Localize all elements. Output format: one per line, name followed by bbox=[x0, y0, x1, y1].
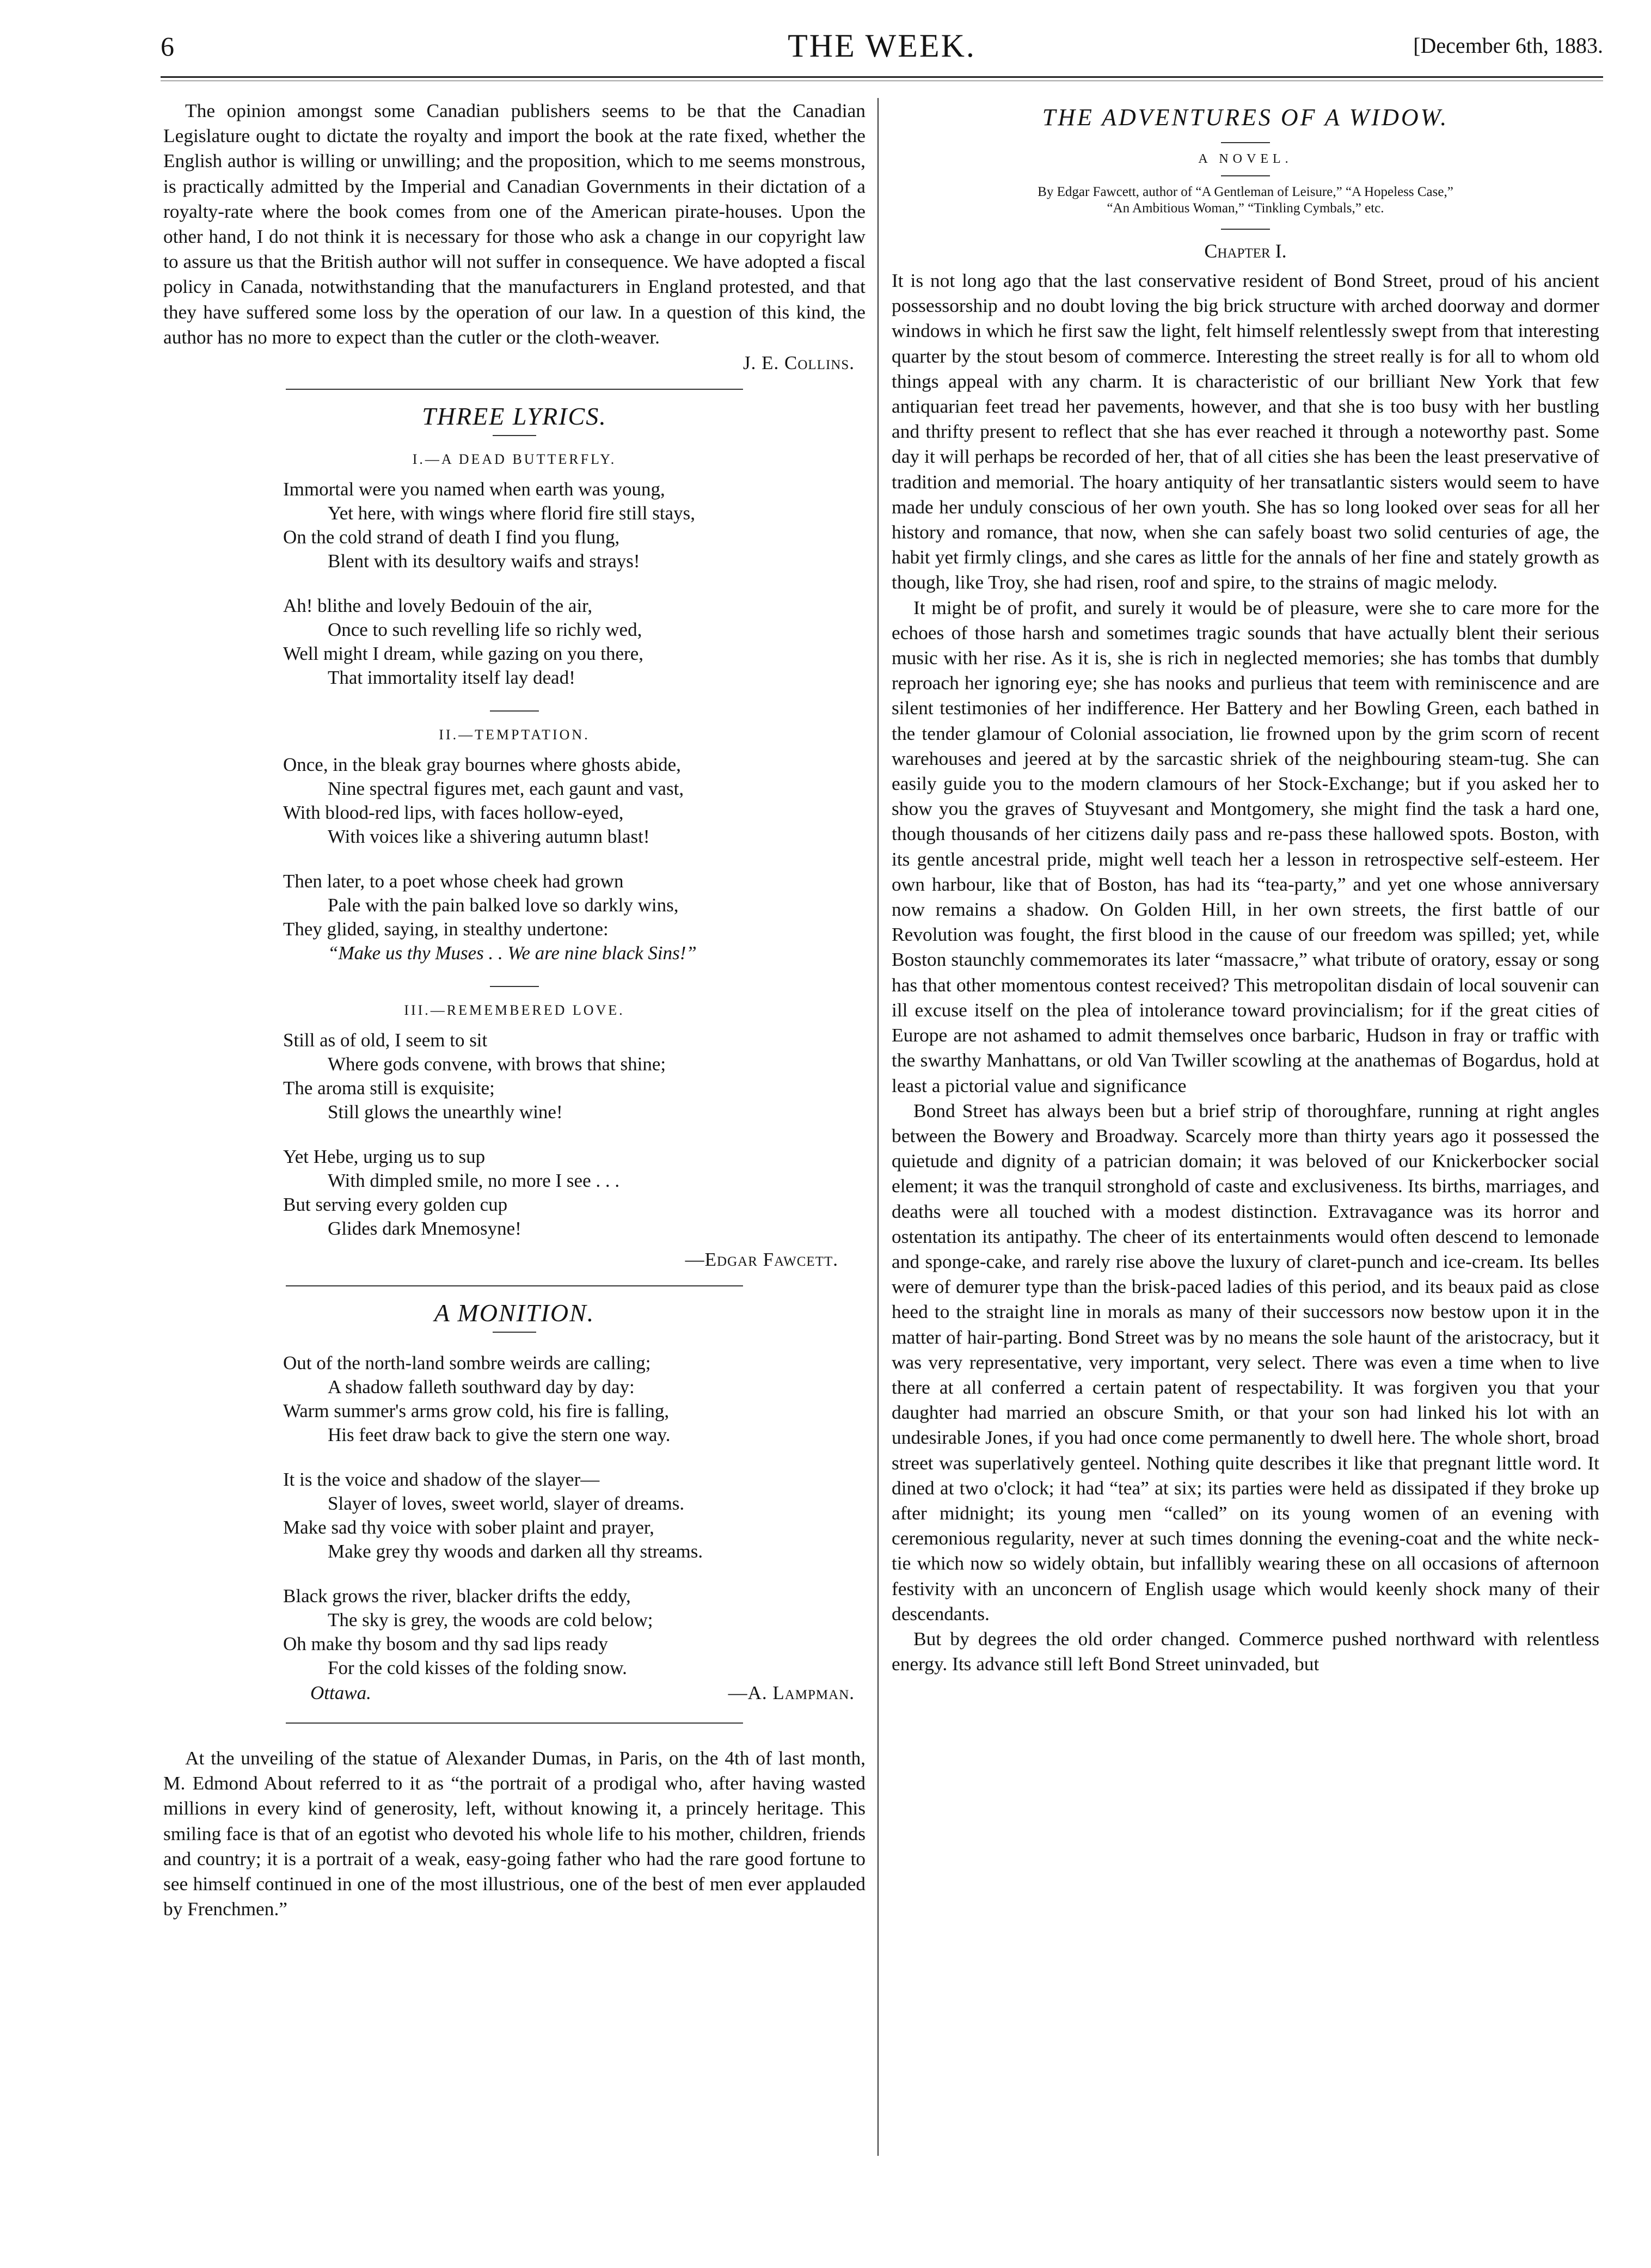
verse-line: Immortal were you named when earth was young, bbox=[283, 479, 665, 500]
verse-line: Glides dark Mnemosyne! bbox=[328, 1218, 521, 1240]
masthead-title: THE WEEK. bbox=[788, 28, 976, 64]
verse-line: Ah! blithe and lovely Bedouin of the air, bbox=[283, 595, 593, 617]
verse-line: Once to such revelling life so richly wed, bbox=[328, 619, 642, 641]
collins-signature: J. E. Collins. bbox=[743, 352, 855, 374]
verse-line: They glided, saying, in stealthy undertone: bbox=[283, 918, 609, 940]
verse-line: Warm summer's arms grow cold, his fire is falling, bbox=[283, 1400, 670, 1422]
verse-line: Where gods convene, with brows that shine; bbox=[328, 1053, 666, 1075]
verse-line: On the cold strand of death I find you flung, bbox=[283, 526, 620, 548]
lyrics-title: THREE LYRICS. bbox=[422, 402, 607, 431]
verse-line: Slayer of loves, sweet world, slayer of dreams. bbox=[328, 1493, 685, 1515]
monition-stanza1 bbox=[283, 1351, 866, 1447]
novel-paragraph-1: It is not long ago that the last conservative resident of Bond Street, proud of his ancient possessorship and no doubt loving the big brick structure with arched doorway and dormer windows in which he first saw the light, felt himself relentlessly swept from that interesting quarter by the stout besom of commerce. Interesting the street really is for all to whom old things appeal with any charm. It is characteristic of our brilliant New York that few antiquarian feet tread her pavements, however, and that she is too busy with her bustling and thrifty present to reflect that she has ever reached it through a noteworthy past. Some day it will perhaps be recorded of her, that of all cities she has been the least preservative of tradition and memorial. The hoary antiquity of her transatlantic sisters would seem to have made her unduly conscious of her own youth. She has so long looked over seas for all her history and romance, that now, when she can safely boast two solid centuries of age, the habit yet firmly clings, and she cares as little for the annals of her fine and stately growth as though, like Troy, she had risen, roof and spire, to the strains of magic melody. bbox=[892, 269, 1599, 593]
short-rule bbox=[1221, 175, 1270, 176]
right-column bbox=[892, 98, 1599, 1676]
verse-line: For the cold kisses of the folding snow. bbox=[328, 1657, 627, 1679]
novel-subtitle: A NOVEL. bbox=[1198, 152, 1293, 166]
short-rule bbox=[1221, 142, 1270, 143]
novel-paragraph-2: It might be of profit, and surely it would be of pleasure, were she to care more for the echoes of those harsh and sometimes tragic sounds that have actually blent their serious music with her rise. As it is, she is rich in neglected memories; she has tombs that dumbly reproach her ignoring eye; she has nooks and purlieus that teem with reminiscence and are silent testimonies of her indifference. Her Battery and her Bowling Green, each bathed in the tender glamour of Colonial association, lie frowned upon by the grim scorn of recent warehouses and jeered at by the sarcastic shriek of the neighbouring steam-tug. She can easily guide you to the modern clamours of her Stock-Exchange; but if you asked her to show you the graves of Stuyvesant and Montgomery, she might find the task a hard one, though thousands of her citizens daily pass and re-pass these hallowed spots. Boston, with its gentle ancestral pride, might well teach her a lesson in retrospective self-esteem. Her own harbour, like that of Boston, has had its “tea-party,” and yet one whose anniversary now remains a shadow. On Golden Hill, in her own streets, the first battle of our Revolution was fought, the first blood in the cause of our freedom was spilled; yet, while Boston staunchly commemorates its later “massacre,” what tribute of oratory, essay or song has that other momentous contest received? This metropolitan disdain of local souvenir can ill excuse itself on the plea of intolerance toward provincialism; for if the great cities of Europe are not ashamed to admit themselves once barbaric, Hudson in fray or traffic with the swarthy Manhattans, or old Van Twiller scowling at the anathemas of Bogardus, hold at least a pictorial value and significance bbox=[892, 596, 1599, 1096]
verse-line: With voices like a shivering autumn blast! bbox=[328, 826, 650, 848]
novel-paragraph-4: But by degrees the old order changed. Commerce pushed northward with relentless energy. Its advance still left Bond Street uninvaded, but bbox=[892, 1627, 1599, 1675]
collins-paragraph: The opinion amongst some Canadian publishers seems to be that the Canadian Legislature ought to dictate the royalty and import the book at the rate fixed, whether the English author is willing or unwilling; and the proposition, which to me seems monstrous, is practically admitted by the Imperial and Canadian Governments in their dictation of a royalty-rate where the book comes from one of the American pirate-houses. Upon the other hand, I do not think it is necessary for those who ask a change in our copyright law to assure us that the British author will not suffer in consequence. We have adopted a fiscal policy in Canada, notwithstanding that the manufacturers in England protested, and that they have suffered some loss by the operation of our law. In a question of this kind, the author has no more to expect than the cutler or the cloth-weaver. bbox=[163, 100, 866, 348]
verse-line: Black grows the river, blacker drifts the eddy, bbox=[283, 1585, 631, 1607]
monition-stanza3 bbox=[283, 1584, 866, 1680]
verse-line: Out of the north-land sombre weirds are calling; bbox=[283, 1352, 651, 1374]
verse-line: With dimpled smile, no more I see . . . bbox=[328, 1170, 620, 1192]
lyric2-heading: II.—TEMPTATION. bbox=[439, 727, 590, 743]
monition-footer bbox=[310, 1680, 855, 1706]
page-number: 6 bbox=[161, 31, 174, 62]
verse-line: Then later, to a poet whose cheek had grown bbox=[283, 871, 624, 892]
short-rule bbox=[1221, 229, 1270, 230]
short-rule bbox=[493, 435, 536, 436]
verse-line: It is the voice and shadow of the slayer— bbox=[283, 1469, 600, 1491]
verse-line: Still as of old, I seem to sit bbox=[283, 1029, 488, 1051]
verse-line: Oh make thy bosom and thy sad lips ready bbox=[283, 1633, 608, 1655]
verse-line: The sky is grey, the woods are cold below; bbox=[328, 1609, 653, 1631]
verse-line: Make grey thy woods and darken all thy streams. bbox=[328, 1541, 703, 1562]
monition-signature: —A. Lampman. bbox=[728, 1682, 855, 1704]
verse-line: Yet Hebe, urging us to sup bbox=[283, 1146, 486, 1168]
byline-line-1: By Edgar Fawcett, author of “A Gentleman of Leisure,” “A Hopeless Case,” bbox=[1038, 185, 1453, 199]
verse-line: “Make us thy Muses . . We are nine black Sins!” bbox=[328, 942, 697, 964]
novel-byline bbox=[892, 184, 1599, 217]
left-column bbox=[163, 98, 866, 1921]
chapter-heading: Chapter I. bbox=[1204, 240, 1287, 262]
lyric1-stanza1 bbox=[283, 477, 866, 573]
lyrics-signature: —Edgar Fawcett. bbox=[685, 1249, 838, 1271]
section-rule bbox=[286, 389, 743, 390]
lyric1-heading: I.—A DEAD BUTTERFLY. bbox=[412, 451, 617, 468]
header-rule bbox=[161, 76, 1603, 78]
novel-paragraph-3: Bond Street has always been but a brief strip of thoroughfare, running at right angles between the Bowery and Broadway. Scarcely more than thirty years ago it possessed the quietude and dignity of a patrician domain; it was beloved of our Knickerbocker social element; it was the tranquil stronghold of caste and exclusiveness. Its births, marriages, and deaths were all touched with a modest distinction. Extravagance was its horror and ostentation its antipathy. The cheer of its entertainments would often descend to lemonade and sponge-cake, and rarely rise above the luxury of claret-punch and ice-cream. Its belles were of demurer type than the brisk-paced ladies of this period, and its beaux paid as close heed to the straight line in morals as many of their successors now bestow upon it in the matter of hair-parting. Bond Street was by no means the sole haunt of the aristocracy, but it was very representative, very important, very select. There was even a time when to live there at all conferred a certain patent of respectability. It was forgiven you that your daughter had married an obscure Smith, or that your son had linked his lot with an undesirable Jones, if you had once come permanently to dwell here. The whole short, broad street was superlatively genteel. Nothing quite describes it like that pregnant little word. It dined at two o'clock; it had “tea” at six; its parties were held as dissipated if they broke up after midnight; its young men “called” on its young women of an evening with ceremonious regularity, never at such times donning the evening-coat and the white neck-tie which now so widely obtain, but infallibly wearing these on all occasions of afternoon festivity with an unconcern of English usage which would keenly shock many of their descendants. bbox=[892, 1099, 1599, 1625]
verse-line: That immortality itself lay dead! bbox=[328, 667, 575, 689]
lyric1-stanza2 bbox=[283, 594, 866, 690]
short-rule bbox=[490, 710, 539, 712]
verse-line: His feet draw back to give the stern one way. bbox=[328, 1424, 671, 1446]
page-header bbox=[161, 27, 1603, 71]
verse-line: Well might I dream, while gazing on you there, bbox=[283, 643, 643, 665]
column-divider bbox=[877, 98, 879, 2156]
verse-line: Make sad thy voice with sober plaint and prayer, bbox=[283, 1517, 654, 1538]
dumas-paragraph: At the unveiling of the statue of Alexander Dumas, in Paris, on the 4th of last month, M. Edmond About referred to it as “the portrait of a prodigal who, after having wasted millions in every kind of generosity, left, without knowing it, a princely heritage. This smiling face is that of an egotist who devoted his whole life to his mother, children, friends and country; it is a portrait of a weak, easy-going father who had the rare good fortune to see himself continued in one of the most illustrious, one of the best of men ever applauded by Frenchmen.” bbox=[163, 1747, 866, 1920]
novel-title: THE ADVENTURES OF A WIDOW. bbox=[1042, 104, 1449, 131]
verse-line: A shadow falleth southward day by day: bbox=[328, 1376, 635, 1398]
lyric3-stanza1 bbox=[283, 1028, 866, 1124]
verse-line: Pale with the pain balked love so darkly wins, bbox=[328, 894, 679, 916]
byline-line-2: “An Ambitious Woman,” “Tinkling Cymbals,” etc. bbox=[1107, 201, 1384, 216]
verse-line: Still glows the unearthly wine! bbox=[328, 1101, 563, 1123]
verse-line: Nine spectral figures met, each gaunt and vast, bbox=[328, 778, 684, 800]
lyric2-stanza2 bbox=[283, 869, 866, 965]
issue-date: [December 6th, 1883. bbox=[1413, 33, 1603, 58]
verse-line: Blent with its desultory waifs and strays! bbox=[328, 550, 640, 572]
monition-title: A MONITION. bbox=[434, 1299, 595, 1327]
short-rule bbox=[493, 1332, 536, 1333]
section-rule bbox=[286, 1723, 743, 1724]
short-rule bbox=[490, 986, 539, 987]
lyric2-stanza1 bbox=[283, 753, 866, 849]
lyric3-stanza2 bbox=[283, 1145, 866, 1241]
verse-line: But serving every golden cup bbox=[283, 1194, 508, 1216]
verse-line: With blood-red lips, with faces hollow-eyed, bbox=[283, 802, 624, 824]
verse-line: Yet here, with wings where florid fire still stays, bbox=[328, 502, 695, 524]
verse-line: The aroma still is exquisite; bbox=[283, 1077, 495, 1099]
verse-line: Once, in the bleak gray bournes where ghosts abide, bbox=[283, 754, 681, 776]
section-rule bbox=[286, 1285, 743, 1286]
monition-stanza2 bbox=[283, 1468, 866, 1564]
monition-place: Ottawa. bbox=[310, 1682, 371, 1704]
lyric3-heading: III.—REMEMBERED LOVE. bbox=[404, 1002, 625, 1019]
